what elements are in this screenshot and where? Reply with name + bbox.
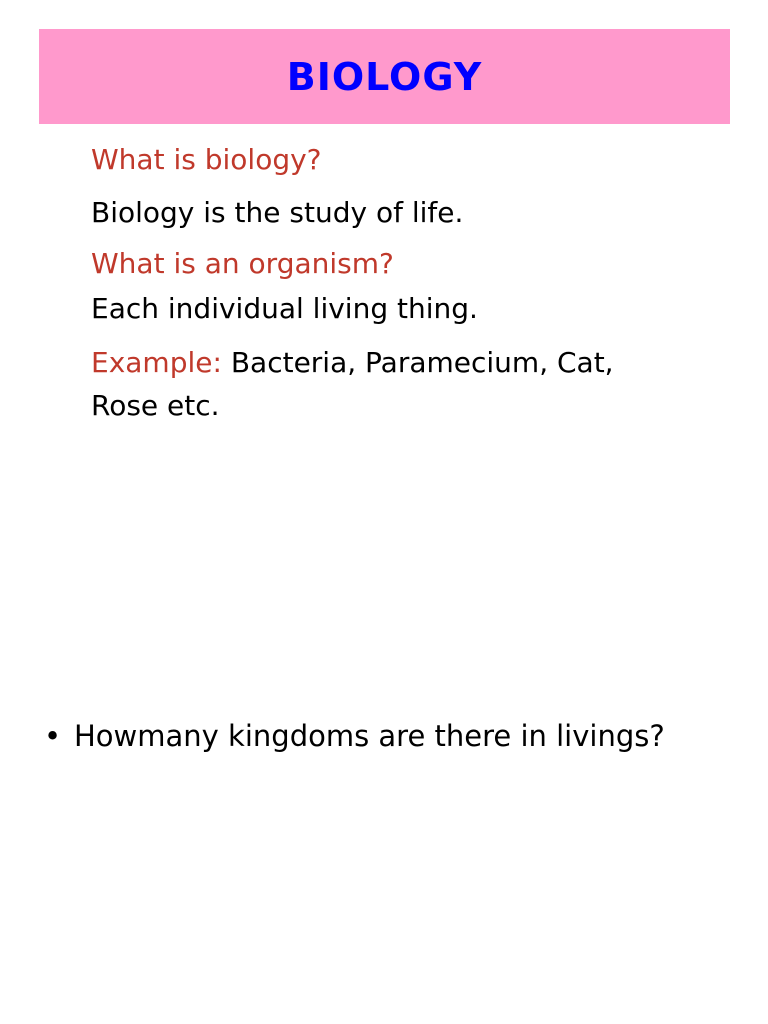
bullet-icon: • — [44, 719, 62, 753]
example-label: Example: — [91, 346, 222, 379]
bullet-item — [44, 718, 665, 754]
answer-biology: Biology is the study of life. — [91, 196, 464, 229]
question-organism: What is an organism? — [91, 247, 394, 280]
page-title: BIOLOGY — [286, 54, 483, 99]
example-line-continued: Rose etc. — [91, 389, 220, 422]
bullet-text: Howmany kingdoms are there in livings? — [74, 719, 665, 753]
example-text: Bacteria, Paramecium, Cat, — [221, 346, 614, 379]
example-line — [91, 345, 614, 381]
title-banner — [39, 29, 730, 124]
question-biology: What is biology? — [91, 143, 322, 176]
answer-organism: Each individual living thing. — [91, 292, 478, 325]
